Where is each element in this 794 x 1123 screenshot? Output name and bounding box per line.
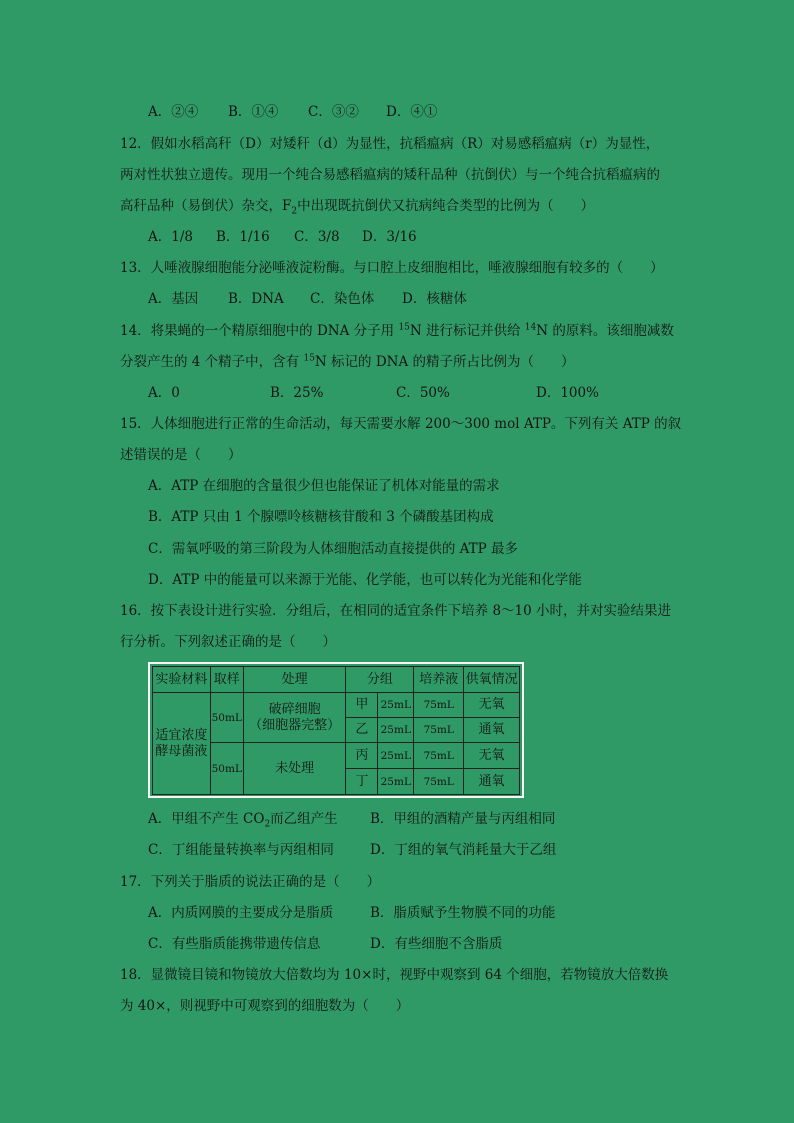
- q12-line-3: 高秆品种（易倒伏）杂交，$F_2$中出现既抗倒伏又抗病纯合类型的比例为（ ）: [120, 198, 595, 217]
- cell-material: 适宜浓度 酵母菌液: [153, 693, 211, 795]
- q12-option-a: A．1/8: [148, 229, 193, 245]
- q17-option-a: A．内质网膜的主要成分是脂质: [148, 905, 334, 921]
- q12-option-b: B．1/16: [216, 229, 270, 245]
- q16-option-c: C．丁组能量转换率与丙组相同: [148, 842, 334, 858]
- cell-sample-1: 50mL: [210, 693, 243, 743]
- q14-option-b: B．25%: [270, 385, 324, 401]
- q14-option-c: C．50%: [396, 385, 450, 401]
- header-group: 分组: [346, 667, 414, 693]
- q18-line-2: 为 40×，则视野中可观察到的细胞数为（ ）: [120, 998, 410, 1014]
- q17-option-c: C．有些脂质能携带遗传信息: [148, 936, 321, 952]
- cell-oxygen: 通氧: [464, 718, 520, 743]
- header-oxygen: 供氧情况: [464, 667, 520, 693]
- cell-medium: 75mL: [414, 769, 464, 795]
- q13-line-1: 13．人唾液腺细胞能分泌唾液淀粉酶。与口腔上皮细胞相比，唾液腺细胞有较多的（ ）: [120, 260, 664, 276]
- cell-oxygen: 无氧: [464, 743, 520, 769]
- cell-medium: 75mL: [414, 718, 464, 743]
- q15-option-d: D．ATP 中的能量可以来源于光能、化学能，也可以转化为光能和化学能: [148, 572, 582, 588]
- experiment-table: [152, 666, 520, 795]
- q18-line-1: 18．显微镜目镜和物镜放大倍数均为 10×时，视野中观察到 64 个细胞，若物镜放大倍数换: [120, 967, 669, 983]
- q14-option-d: D．100%: [536, 385, 599, 401]
- header-material: 实验材料: [153, 667, 211, 693]
- q13-option-a: A．基因: [148, 291, 199, 307]
- table-header-row: [153, 667, 520, 693]
- cell-oxygen: 通氧: [464, 769, 520, 795]
- q11-option-a: A．②④: [148, 104, 199, 120]
- cell-group: 甲: [346, 693, 378, 718]
- q16-line-2: 行分析。下列叙述正确的是（ ）: [120, 634, 336, 650]
- q13-option-b: B．DNA: [228, 291, 284, 307]
- cell-group: 丙: [346, 743, 378, 769]
- q13-option-c: C．染色体: [310, 291, 375, 307]
- q15-line-1: 15．人体细胞进行正常的生命活动，每天需要水解 200～300 mol ATP。下列有关 ATP 的叙: [120, 416, 682, 432]
- q12-line-1: 12．假如水稻高秆（D）对矮秆（d）为显性，抗稻瘟病（R）对易感稻瘟病（r）为显性，: [120, 136, 660, 152]
- q11-option-c: C．③②: [308, 104, 359, 120]
- q17-option-b: B．脂质赋予生物膜不同的功能: [370, 905, 556, 921]
- cell-vol: 25mL: [378, 743, 414, 769]
- q15-option-a: A．ATP 在细胞的含量很少但也能保证了机体对能量的需求: [148, 478, 500, 494]
- cell-treatment-1: 破碎细胞 （细胞器完整）: [243, 693, 346, 743]
- q12-line-2: 两对性状独立遗传。现用一个纯合易感稻瘟病的矮秆品种（抗倒伏）与一个纯合抗稻瘟病的: [120, 167, 660, 183]
- cell-group: 乙: [346, 718, 378, 743]
- cell-group: 丁: [346, 769, 378, 795]
- q14-line-2: 分裂产生的 4 个精子中，含有 $^{15}$N 标记的 DNA 的精子所占比例为（ ）: [120, 353, 575, 370]
- q16-option-a: A．甲组不产生 $CO_2$而乙组产生: [148, 811, 338, 830]
- q16-line-1: 16．按下表设计进行实验．分组后，在相同的适宜条件下培养 8～10 小时，并对实验结果进: [120, 603, 672, 619]
- cell-vol: 25mL: [378, 718, 414, 743]
- cell-medium: 75mL: [414, 743, 464, 769]
- q14-line-1: 14．将果蝇的一个精原细胞中的 DNA 分子用 $^{15}$N 进行标记并供给 $^{14}$N 的原料。该细胞减数: [120, 322, 674, 339]
- q13-option-d: D．核糖体: [402, 291, 467, 307]
- header-treatment: 处理: [243, 667, 346, 693]
- q16-option-d: D．丁组的氧气消耗量大于乙组: [370, 842, 557, 858]
- header-sample: 取样: [210, 667, 243, 693]
- q17-line-1: 17．下列关于脂质的说法正确的是（ ）: [120, 874, 381, 890]
- cell-oxygen: 无氧: [464, 693, 520, 718]
- cell-medium: 75mL: [414, 693, 464, 718]
- cell-vol: 25mL: [378, 693, 414, 718]
- header-medium: 培养液: [414, 667, 464, 693]
- q12-option-d: D．3/16: [362, 229, 417, 245]
- q15-option-c: C．需氧呼吸的第三阶段为人体细胞活动直接提供的 ATP 最多: [148, 541, 519, 557]
- q17-option-d: D．有些细胞不含脂质: [370, 936, 503, 952]
- table-row: [153, 693, 520, 718]
- q16-option-b: B．甲组的酒精产量与丙组相同: [370, 811, 556, 827]
- experiment-table-frame: [148, 662, 524, 798]
- cell-vol: 25mL: [378, 769, 414, 795]
- q11-option-d: D．④①: [386, 104, 438, 120]
- cell-treatment-2: 未处理: [243, 743, 346, 795]
- q12-option-c: C．3/8: [294, 229, 340, 245]
- q14-option-a: A．0: [148, 385, 180, 401]
- q15-line-2: 述错误的是（ ）: [120, 447, 242, 463]
- q15-option-b: B．ATP 只由 1 个腺嘌呤核糖核苷酸和 3 个磷酸基团构成: [148, 509, 494, 525]
- cell-sample-2: 50mL: [210, 743, 243, 795]
- q11-option-b: B．①④: [228, 104, 279, 120]
